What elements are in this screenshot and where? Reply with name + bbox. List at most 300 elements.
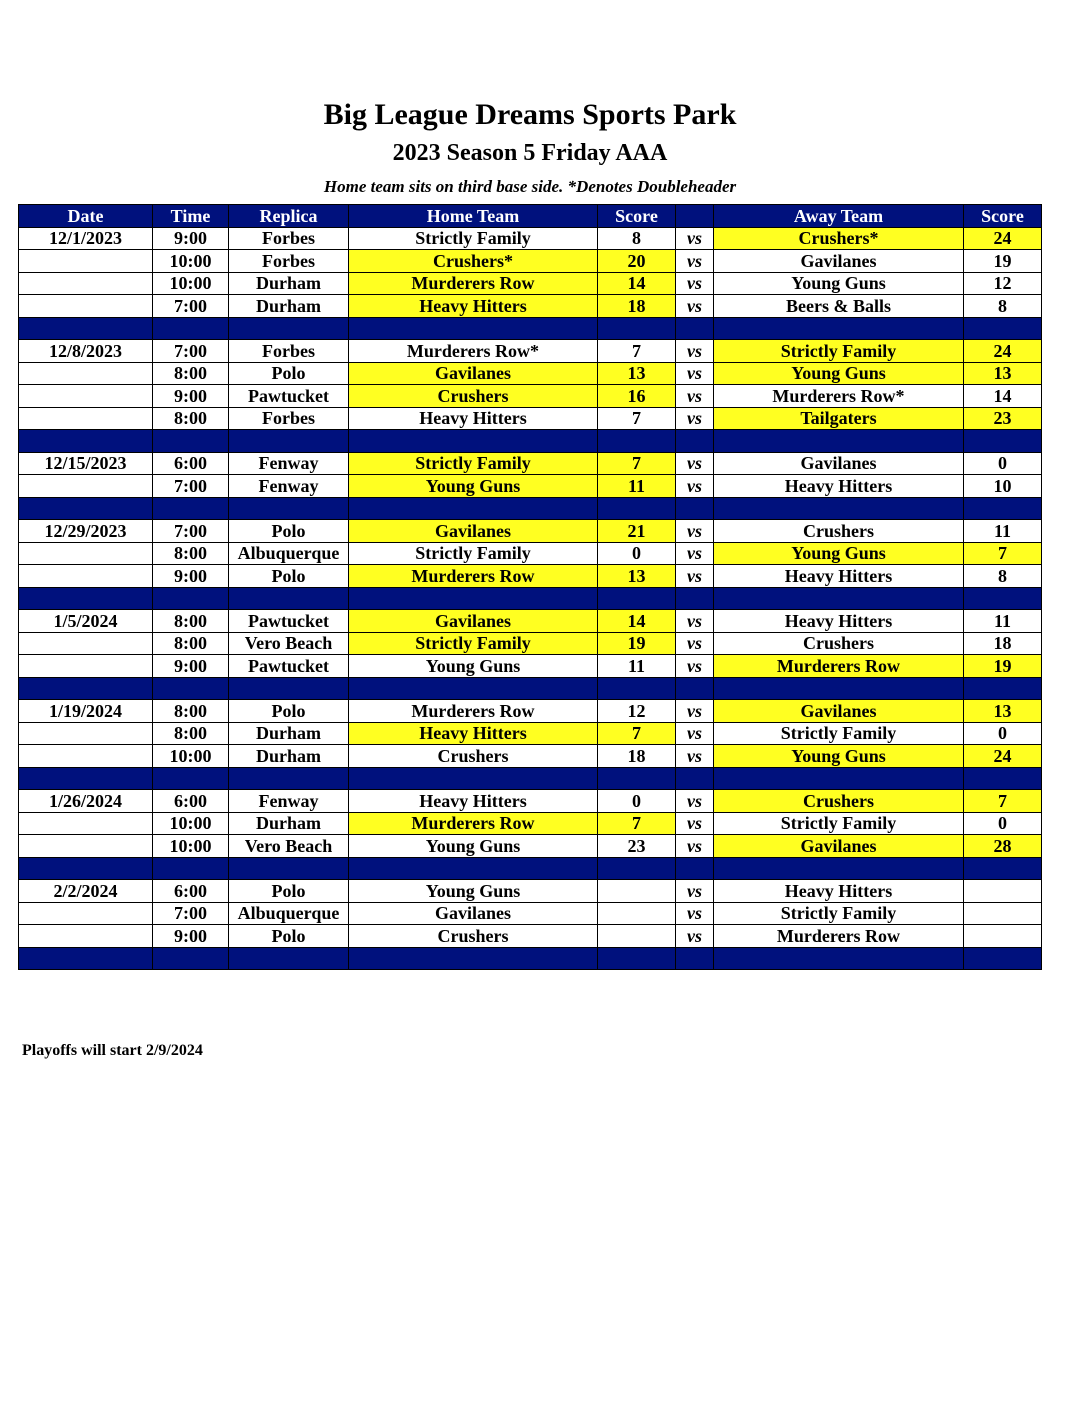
away-team-cell: Gavilanes [714, 835, 964, 858]
vs-cell: vs [676, 520, 714, 543]
separator-row [19, 767, 1042, 790]
date-cell [19, 722, 153, 745]
separator-cell [229, 317, 349, 340]
home-score-cell [598, 880, 676, 903]
home-team-cell: Strictly Family [349, 452, 598, 475]
home-score-cell: 13 [598, 362, 676, 385]
home-team-cell: Strictly Family [349, 632, 598, 655]
separator-row [19, 497, 1042, 520]
home-score-cell [598, 925, 676, 948]
separator-cell [598, 587, 676, 610]
time-cell: 6:00 [153, 790, 229, 813]
home-team-cell: Heavy Hitters [349, 790, 598, 813]
separator-cell [964, 767, 1042, 790]
home-team-cell: Murderers Row [349, 565, 598, 588]
away-team-cell: Young Guns [714, 542, 964, 565]
page-subtitle: 2023 Season 5 Friday AAA [392, 140, 668, 166]
away-team-cell: Gavilanes [714, 452, 964, 475]
vs-cell: vs [676, 632, 714, 655]
separator-cell [349, 677, 598, 700]
separator-cell [964, 677, 1042, 700]
away-team-cell: Murderers Row* [714, 385, 964, 408]
separator-cell [598, 677, 676, 700]
away-score-cell: 13 [964, 700, 1042, 723]
replica-cell: Vero Beach [229, 632, 349, 655]
time-cell: 7:00 [153, 340, 229, 363]
separator-cell [676, 497, 714, 520]
time-cell: 9:00 [153, 385, 229, 408]
replica-cell: Albuquerque [229, 542, 349, 565]
date-cell [19, 542, 153, 565]
separator-row [19, 317, 1042, 340]
away-score-cell: 7 [964, 542, 1042, 565]
home-team-cell: Heavy Hitters [349, 722, 598, 745]
separator-cell [714, 857, 964, 880]
separator-row [19, 587, 1042, 610]
away-score-cell: 0 [964, 452, 1042, 475]
away-score-cell: 11 [964, 520, 1042, 543]
col-away-score-header: Score [964, 205, 1042, 228]
home-score-cell: 23 [598, 835, 676, 858]
vs-cell: vs [676, 295, 714, 318]
date-cell [19, 272, 153, 295]
home-score-cell: 18 [598, 295, 676, 318]
separator-row [19, 430, 1042, 453]
separator-cell [19, 587, 153, 610]
time-cell: 6:00 [153, 452, 229, 475]
home-score-cell: 7 [598, 722, 676, 745]
vs-cell: vs [676, 655, 714, 678]
separator-cell [349, 497, 598, 520]
vs-cell: vs [676, 227, 714, 250]
replica-cell: Forbes [229, 227, 349, 250]
home-team-cell: Gavilanes [349, 902, 598, 925]
separator-cell [676, 947, 714, 970]
replica-cell: Fenway [229, 790, 349, 813]
game-row [19, 565, 1042, 588]
away-team-cell: Strictly Family [714, 812, 964, 835]
game-row [19, 362, 1042, 385]
game-row [19, 475, 1042, 498]
date-cell: 12/8/2023 [19, 340, 153, 363]
date-cell: 1/26/2024 [19, 790, 153, 813]
separator-cell [714, 947, 964, 970]
playoffs-note: Playoffs will start 2/9/2024 [22, 1042, 203, 1059]
home-score-cell: 12 [598, 700, 676, 723]
away-score-cell: 7 [964, 790, 1042, 813]
replica-cell: Forbes [229, 407, 349, 430]
game-row [19, 655, 1042, 678]
separator-row [19, 677, 1042, 700]
vs-cell: vs [676, 565, 714, 588]
replica-cell: Vero Beach [229, 835, 349, 858]
separator-cell [714, 767, 964, 790]
separator-row [19, 947, 1042, 970]
replica-cell: Polo [229, 700, 349, 723]
doubleheader-note: Home team sits on third base side. *Denotes Doubleheader [323, 177, 737, 196]
home-score-cell: 7 [598, 407, 676, 430]
game-row [19, 902, 1042, 925]
replica-cell: Polo [229, 880, 349, 903]
date-cell [19, 565, 153, 588]
time-cell: 8:00 [153, 362, 229, 385]
separator-cell [349, 767, 598, 790]
away-score-cell: 23 [964, 407, 1042, 430]
away-team-cell: Crushers* [714, 227, 964, 250]
separator-cell [229, 430, 349, 453]
separator-cell [349, 857, 598, 880]
away-team-cell: Murderers Row [714, 655, 964, 678]
home-score-cell: 8 [598, 227, 676, 250]
vs-cell: vs [676, 925, 714, 948]
separator-cell [19, 430, 153, 453]
separator-cell [19, 677, 153, 700]
replica-cell: Pawtucket [229, 385, 349, 408]
separator-cell [19, 947, 153, 970]
game-row [19, 700, 1042, 723]
date-cell [19, 407, 153, 430]
home-score-cell: 13 [598, 565, 676, 588]
time-cell: 9:00 [153, 227, 229, 250]
game-row [19, 790, 1042, 813]
date-cell [19, 655, 153, 678]
game-row [19, 610, 1042, 633]
time-cell: 6:00 [153, 880, 229, 903]
home-score-cell: 7 [598, 340, 676, 363]
time-cell: 10:00 [153, 835, 229, 858]
separator-cell [676, 317, 714, 340]
separator-cell [153, 497, 229, 520]
time-cell: 8:00 [153, 407, 229, 430]
home-team-cell: Strictly Family [349, 542, 598, 565]
away-score-cell [964, 902, 1042, 925]
game-row [19, 542, 1042, 565]
home-score-cell: 19 [598, 632, 676, 655]
vs-cell: vs [676, 340, 714, 363]
col-home-score-header: Score [598, 205, 676, 228]
col-away-team-header: Away Team [714, 205, 964, 228]
vs-cell: vs [676, 407, 714, 430]
separator-row [19, 857, 1042, 880]
replica-cell: Fenway [229, 475, 349, 498]
vs-cell: vs [676, 902, 714, 925]
away-score-cell: 10 [964, 475, 1042, 498]
separator-cell [598, 947, 676, 970]
home-score-cell: 14 [598, 272, 676, 295]
game-row [19, 407, 1042, 430]
date-cell: 12/15/2023 [19, 452, 153, 475]
separator-cell [676, 677, 714, 700]
home-team-cell: Crushers [349, 925, 598, 948]
separator-cell [153, 857, 229, 880]
home-team-cell: Heavy Hitters [349, 407, 598, 430]
game-row [19, 227, 1042, 250]
away-team-cell: Crushers [714, 520, 964, 543]
home-team-cell: Gavilanes [349, 610, 598, 633]
date-cell [19, 475, 153, 498]
replica-cell: Forbes [229, 250, 349, 273]
replica-cell: Pawtucket [229, 655, 349, 678]
separator-cell [676, 767, 714, 790]
replica-cell: Forbes [229, 340, 349, 363]
page-title: Big League Dreams Sports Park [323, 98, 737, 131]
vs-cell: vs [676, 542, 714, 565]
date-cell: 2/2/2024 [19, 880, 153, 903]
date-cell [19, 925, 153, 948]
time-cell: 9:00 [153, 655, 229, 678]
game-row [19, 272, 1042, 295]
home-score-cell: 11 [598, 475, 676, 498]
separator-cell [229, 587, 349, 610]
replica-cell: Albuquerque [229, 902, 349, 925]
col-replica-header: Replica [229, 205, 349, 228]
away-team-cell: Heavy Hitters [714, 610, 964, 633]
col-home-team-header: Home Team [349, 205, 598, 228]
time-cell: 10:00 [153, 812, 229, 835]
game-row [19, 632, 1042, 655]
home-team-cell: Strictly Family [349, 227, 598, 250]
date-cell [19, 812, 153, 835]
time-cell: 10:00 [153, 250, 229, 273]
separator-cell [349, 947, 598, 970]
game-row [19, 722, 1042, 745]
separator-cell [598, 767, 676, 790]
time-cell: 10:00 [153, 272, 229, 295]
separator-cell [153, 767, 229, 790]
away-score-cell: 14 [964, 385, 1042, 408]
home-team-cell: Crushers* [349, 250, 598, 273]
away-score-cell: 24 [964, 340, 1042, 363]
replica-cell: Polo [229, 925, 349, 948]
separator-cell [964, 497, 1042, 520]
away-score-cell: 11 [964, 610, 1042, 633]
separator-cell [964, 430, 1042, 453]
away-score-cell: 13 [964, 362, 1042, 385]
time-cell: 9:00 [153, 565, 229, 588]
vs-cell: vs [676, 250, 714, 273]
time-cell: 8:00 [153, 632, 229, 655]
separator-cell [19, 317, 153, 340]
away-team-cell: Heavy Hitters [714, 475, 964, 498]
home-score-cell: 16 [598, 385, 676, 408]
separator-cell [153, 317, 229, 340]
away-team-cell: Crushers [714, 632, 964, 655]
away-score-cell [964, 880, 1042, 903]
separator-cell [964, 857, 1042, 880]
away-team-cell: Heavy Hitters [714, 880, 964, 903]
separator-cell [153, 587, 229, 610]
time-cell: 7:00 [153, 475, 229, 498]
vs-cell: vs [676, 610, 714, 633]
replica-cell: Durham [229, 722, 349, 745]
away-team-cell: Gavilanes [714, 700, 964, 723]
separator-cell [598, 857, 676, 880]
home-score-cell: 14 [598, 610, 676, 633]
time-cell: 7:00 [153, 295, 229, 318]
separator-cell [714, 677, 964, 700]
col-date-header: Date [19, 205, 153, 228]
schedule-table [18, 204, 1042, 970]
separator-cell [19, 767, 153, 790]
game-row [19, 452, 1042, 475]
replica-cell: Durham [229, 272, 349, 295]
date-cell: 12/1/2023 [19, 227, 153, 250]
time-cell: 8:00 [153, 542, 229, 565]
away-team-cell: Strictly Family [714, 722, 964, 745]
date-cell [19, 362, 153, 385]
game-row [19, 520, 1042, 543]
home-team-cell: Young Guns [349, 880, 598, 903]
separator-cell [598, 497, 676, 520]
separator-cell [964, 587, 1042, 610]
away-team-cell: Young Guns [714, 362, 964, 385]
away-score-cell: 24 [964, 227, 1042, 250]
away-score-cell: 0 [964, 812, 1042, 835]
away-score-cell: 0 [964, 722, 1042, 745]
date-cell [19, 902, 153, 925]
vs-cell: vs [676, 835, 714, 858]
time-cell: 8:00 [153, 610, 229, 633]
separator-cell [229, 767, 349, 790]
vs-cell: vs [676, 475, 714, 498]
separator-cell [676, 430, 714, 453]
replica-cell: Polo [229, 565, 349, 588]
separator-cell [676, 587, 714, 610]
time-cell: 7:00 [153, 902, 229, 925]
replica-cell: Polo [229, 520, 349, 543]
vs-cell: vs [676, 790, 714, 813]
separator-cell [229, 677, 349, 700]
replica-cell: Fenway [229, 452, 349, 475]
away-score-cell: 28 [964, 835, 1042, 858]
separator-cell [349, 430, 598, 453]
separator-cell [153, 430, 229, 453]
home-team-cell: Heavy Hitters [349, 295, 598, 318]
vs-cell: vs [676, 700, 714, 723]
away-score-cell: 8 [964, 565, 1042, 588]
date-cell [19, 835, 153, 858]
date-cell [19, 632, 153, 655]
separator-cell [153, 947, 229, 970]
away-team-cell: Beers & Balls [714, 295, 964, 318]
away-score-cell: 18 [964, 632, 1042, 655]
away-score-cell [964, 925, 1042, 948]
vs-cell: vs [676, 812, 714, 835]
home-score-cell: 0 [598, 790, 676, 813]
away-team-cell: Young Guns [714, 272, 964, 295]
home-team-cell: Young Guns [349, 655, 598, 678]
replica-cell: Durham [229, 812, 349, 835]
game-row [19, 745, 1042, 768]
home-score-cell: 20 [598, 250, 676, 273]
time-cell: 10:00 [153, 745, 229, 768]
date-cell: 12/29/2023 [19, 520, 153, 543]
vs-cell: vs [676, 362, 714, 385]
separator-cell [598, 317, 676, 340]
date-cell [19, 295, 153, 318]
vs-cell: vs [676, 745, 714, 768]
away-team-cell: Gavilanes [714, 250, 964, 273]
separator-cell [349, 317, 598, 340]
separator-cell [229, 947, 349, 970]
date-cell: 1/5/2024 [19, 610, 153, 633]
home-score-cell: 18 [598, 745, 676, 768]
away-team-cell: Strictly Family [714, 340, 964, 363]
vs-cell: vs [676, 452, 714, 475]
header-row [19, 205, 1042, 228]
date-cell [19, 250, 153, 273]
time-cell: 9:00 [153, 925, 229, 948]
home-team-cell: Crushers [349, 745, 598, 768]
time-cell: 7:00 [153, 520, 229, 543]
replica-cell: Pawtucket [229, 610, 349, 633]
game-row [19, 295, 1042, 318]
separator-cell [714, 317, 964, 340]
game-row [19, 812, 1042, 835]
separator-cell [229, 497, 349, 520]
time-cell: 8:00 [153, 722, 229, 745]
away-team-cell: Murderers Row [714, 925, 964, 948]
home-score-cell: 7 [598, 452, 676, 475]
time-cell: 8:00 [153, 700, 229, 723]
game-row [19, 880, 1042, 903]
away-score-cell: 12 [964, 272, 1042, 295]
away-score-cell: 19 [964, 250, 1042, 273]
separator-cell [676, 857, 714, 880]
away-score-cell: 8 [964, 295, 1042, 318]
date-cell [19, 745, 153, 768]
away-score-cell: 24 [964, 745, 1042, 768]
game-row [19, 250, 1042, 273]
home-team-cell: Young Guns [349, 475, 598, 498]
home-team-cell: Murderers Row [349, 812, 598, 835]
separator-cell [964, 317, 1042, 340]
away-team-cell: Heavy Hitters [714, 565, 964, 588]
home-score-cell: 0 [598, 542, 676, 565]
vs-cell: vs [676, 385, 714, 408]
home-score-cell: 7 [598, 812, 676, 835]
home-team-cell: Murderers Row [349, 272, 598, 295]
home-team-cell: Gavilanes [349, 362, 598, 385]
replica-cell: Durham [229, 295, 349, 318]
game-row [19, 385, 1042, 408]
game-row [19, 835, 1042, 858]
separator-cell [714, 497, 964, 520]
game-row [19, 340, 1042, 363]
vs-cell: vs [676, 722, 714, 745]
separator-cell [19, 857, 153, 880]
separator-cell [153, 677, 229, 700]
home-score-cell [598, 902, 676, 925]
date-cell: 1/19/2024 [19, 700, 153, 723]
away-team-cell: Strictly Family [714, 902, 964, 925]
home-team-cell: Crushers [349, 385, 598, 408]
home-score-cell: 11 [598, 655, 676, 678]
replica-cell: Polo [229, 362, 349, 385]
separator-cell [19, 497, 153, 520]
away-team-cell: Crushers [714, 790, 964, 813]
separator-cell [598, 430, 676, 453]
separator-cell [714, 587, 964, 610]
home-team-cell: Young Guns [349, 835, 598, 858]
separator-cell [349, 587, 598, 610]
away-score-cell: 19 [964, 655, 1042, 678]
vs-cell: vs [676, 272, 714, 295]
replica-cell: Durham [229, 745, 349, 768]
separator-cell [229, 857, 349, 880]
home-score-cell: 21 [598, 520, 676, 543]
home-team-cell: Murderers Row* [349, 340, 598, 363]
